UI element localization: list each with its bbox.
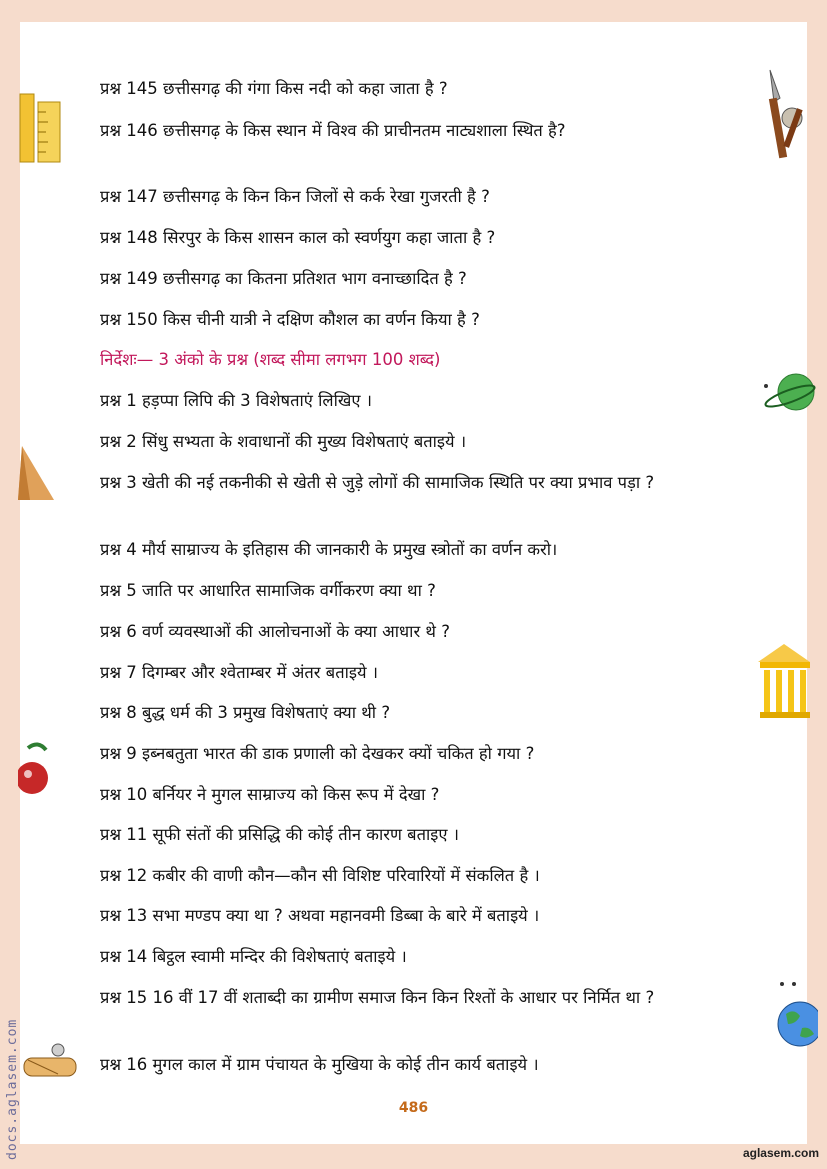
section-instruction: निर्देशः— 3 अंको के प्रश्न (शब्द सीमा लगभग 100 शब्द) <box>100 350 441 369</box>
question-text: सिरपुर के किस शासन काल को स्वर्णयुग कहा जाता है ? <box>163 228 496 247</box>
question-text: छत्तीसगढ़ का कितना प्रतिशत भाग वनाच्छादित है ? <box>163 269 467 288</box>
question-item <box>100 944 728 970</box>
pyramid-icon <box>18 444 56 502</box>
page-number: 486 <box>398 1100 429 1116</box>
question-number: प्रश्न 148 <box>100 228 158 247</box>
ruler-icon <box>18 92 64 164</box>
question-text: छत्तीसगढ़ की गंगा किस नदी को कहा जाता है ? <box>163 79 448 98</box>
scroll-icon <box>18 1040 82 1086</box>
question-number: प्रश्न 150 <box>100 310 158 329</box>
question-text: जाति पर आधारित सामाजिक वर्गीकरण क्या था ? <box>142 581 436 600</box>
question-text: मुगल काल में ग्राम पंचायत के मुखिया के कोई तीन कार्य बताइये । <box>152 1055 539 1074</box>
question-text: मौर्य साम्राज्य के इतिहास की जानकारी के प्रमुख स्त्रोतों का वर्णन करो। <box>142 540 558 559</box>
question-item <box>100 76 728 102</box>
question-item <box>100 1052 728 1078</box>
question-item <box>100 782 728 808</box>
question-number: प्रश्न 146 <box>100 121 158 140</box>
question-number: प्रश्न 4 <box>100 540 137 559</box>
site-footer[interactable]: aglasem.com <box>742 1146 819 1160</box>
question-item <box>100 307 728 333</box>
question-item <box>100 660 728 686</box>
question-text: बुद्ध धर्म की 3 प्रमुख विशेषताएं क्या थी ? <box>142 703 391 722</box>
question-number: प्रश्न 10 <box>100 785 148 804</box>
question-item <box>100 985 728 1011</box>
question-number: प्रश्न 2 <box>100 432 137 451</box>
question-item <box>100 619 728 645</box>
question-item <box>100 578 728 604</box>
stone-tools-icon <box>762 68 812 168</box>
question-number: प्रश्न 11 <box>100 825 148 844</box>
question-number: प्रश्न 7 <box>100 663 137 682</box>
question-number: प्रश्न 15 <box>100 988 148 1007</box>
question-number: प्रश्न 147 <box>100 187 158 206</box>
temple-icon <box>758 640 810 720</box>
question-item <box>100 700 728 726</box>
question-item <box>100 822 728 848</box>
globe-icon <box>774 980 818 1054</box>
question-item <box>100 266 728 292</box>
question-item <box>100 863 728 889</box>
question-text: बर्नियर ने मुगल साम्राज्य को किस रूप में देखा ? <box>152 785 440 804</box>
question-item <box>100 903 728 929</box>
side-watermark: docs.aglasem.com <box>5 1018 20 1160</box>
question-number: प्रश्न 9 <box>100 744 137 763</box>
question-item <box>100 741 728 767</box>
question-text: सिंधु सभ्यता के शवाधानों की मुख्य विशेषताएं बताइये । <box>142 432 467 451</box>
question-item <box>100 537 728 563</box>
question-item <box>100 225 728 251</box>
apple-icon <box>18 740 52 802</box>
question-number: प्रश्न 1 <box>100 391 137 410</box>
question-number: प्रश्न 14 <box>100 947 148 966</box>
question-item <box>100 118 728 144</box>
question-text: 16 वीं 17 वीं शताब्दी का ग्रामीण समाज किन किन रिश्तों के आधार पर निर्मित था ? <box>152 988 655 1007</box>
question-item <box>100 388 728 414</box>
question-number: प्रश्न 3 <box>100 473 137 492</box>
question-number: प्रश्न 145 <box>100 79 158 98</box>
question-item <box>100 184 728 210</box>
question-number: प्रश्न 6 <box>100 622 137 641</box>
question-text: इब्नबतुता भारत की डाक प्रणाली को देखकर क्यों चकित हो गया ? <box>142 744 535 763</box>
question-number: प्रश्न 16 <box>100 1055 148 1074</box>
question-text: दिगम्बर और श्वेताम्बर में अंतर बताइये । <box>142 663 379 682</box>
question-number: प्रश्न 149 <box>100 269 158 288</box>
planet-icon <box>762 372 818 416</box>
question-text: छत्तीसगढ़ के किन किन जिलों से कर्क रेखा गुजरती है ? <box>163 187 490 206</box>
question-text: वर्ण व्यवस्थाओं की आलोचनाओं के क्या आधार थे ? <box>142 622 450 641</box>
question-text: किस चीनी यात्री ने दक्षिण कौशल का वर्णन किया है ? <box>163 310 480 329</box>
question-text: कबीर की वाणी कौन—कौन सी विशिष्ट परिवारियों में संकलित है । <box>152 866 540 885</box>
question-text: सभा मण्डप क्या था ? अथवा महानवमी डिब्बा के बारे में बताइये । <box>152 906 540 925</box>
question-number: प्रश्न 12 <box>100 866 148 885</box>
question-text: सूफी संतों की प्रसिद्धि की कोई तीन कारण बताइए । <box>152 825 459 844</box>
question-text: बिट्ठल स्वामी मन्दिर की विशेषताएं बताइये । <box>152 947 407 966</box>
question-number: प्रश्न 5 <box>100 581 137 600</box>
question-text: खेती की नई तकनीकी से खेती से जुड़े लोगों की सामाजिक स्थिति पर क्या प्रभाव पड़ा ? <box>142 473 655 492</box>
question-number: प्रश्न 8 <box>100 703 137 722</box>
question-text: छत्तीसगढ़ के किस स्थान में विश्व की प्राचीनतम नाट्यशाला स्थित है? <box>163 121 566 140</box>
question-item <box>100 429 728 455</box>
question-item <box>100 470 728 496</box>
question-text: हड़प्पा लिपि की 3 विशेषताएं लिखिए । <box>142 391 372 410</box>
question-number: प्रश्न 13 <box>100 906 148 925</box>
